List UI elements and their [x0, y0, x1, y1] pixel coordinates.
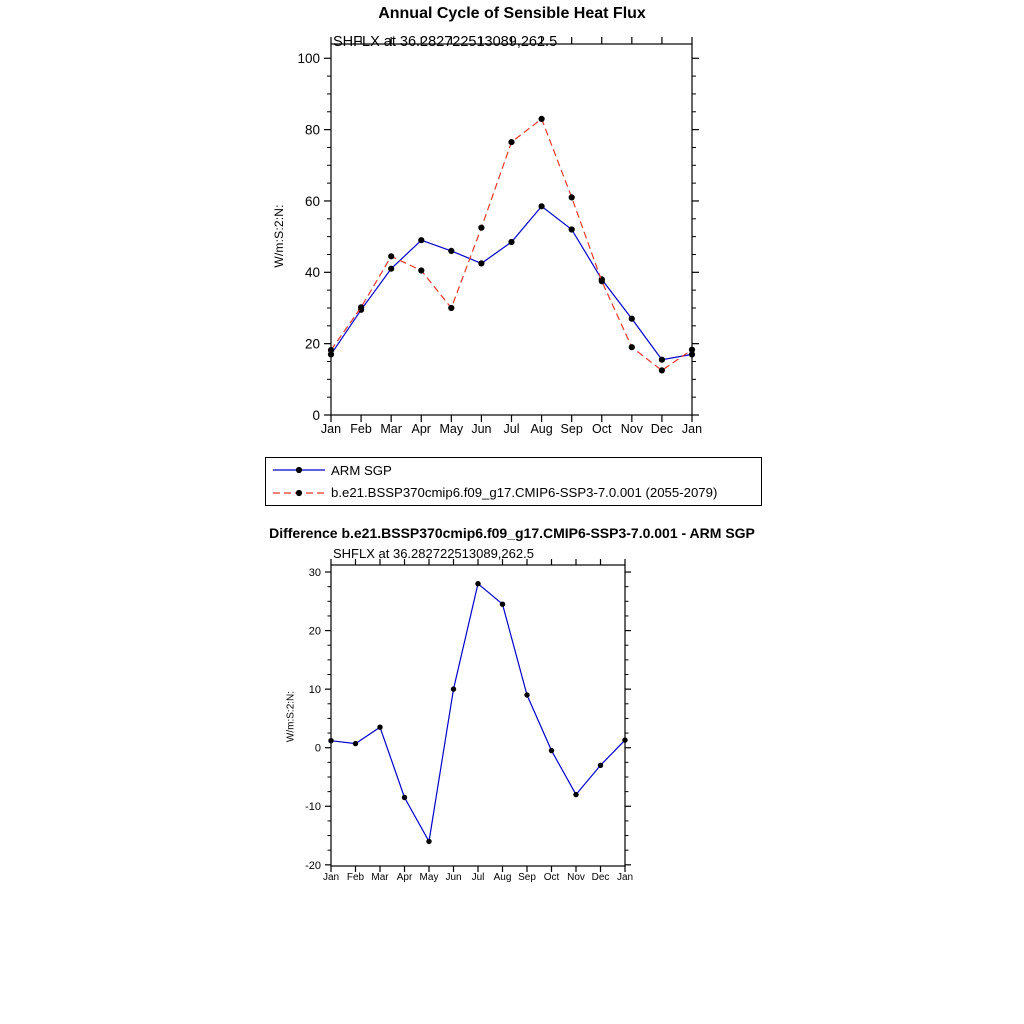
chart1-y-axis-label: W/m:S:2:N: [272, 204, 286, 268]
x-axis-month-label: Jul [503, 422, 520, 436]
legend-label-model: b.e21.BSSP370cmip6.f09_g17.CMIP6-SSP3-7.0.001 (2055-2079) [331, 485, 718, 501]
chart1-title: Annual Cycle of Sensible Heat Flux [378, 5, 646, 22]
data-point-marker [418, 267, 424, 273]
data-point-marker [451, 686, 456, 691]
data-point-marker [358, 304, 364, 310]
series-line-1 [331, 206, 692, 359]
plot-frame [331, 44, 692, 415]
plot-frame [331, 565, 625, 866]
series-line-1 [331, 584, 625, 842]
legend-item-arm-sgp [272, 460, 761, 481]
y-axis-tick-label: 60 [304, 193, 320, 209]
data-point-marker [599, 278, 605, 284]
y-axis-tick-label: 30 [308, 566, 321, 579]
data-point-marker [328, 347, 334, 353]
x-axis-month-label: Mar [371, 872, 389, 883]
data-point-marker [500, 602, 505, 607]
x-axis-month-label: Mar [380, 422, 402, 436]
data-point-marker [508, 139, 514, 145]
data-point-marker [508, 239, 514, 245]
chart2-y-axis-label: W/m:S:2:N: [285, 690, 297, 743]
y-axis-tick-label: 0 [312, 407, 320, 423]
data-point-marker [598, 763, 603, 768]
data-point-marker [539, 203, 545, 209]
data-point-marker [659, 367, 665, 373]
data-point-marker [426, 839, 431, 844]
data-point-marker [388, 253, 394, 259]
x-axis-month-label: Nov [567, 872, 585, 883]
x-axis-month-label: May [419, 872, 439, 883]
data-point-marker [418, 237, 424, 243]
x-axis-month-label: Nov [620, 422, 643, 436]
x-axis-month-label: Feb [346, 872, 365, 883]
x-axis-month-label: Jan [320, 422, 342, 436]
y-axis-tick-label: 80 [304, 122, 320, 138]
chart2-title: Difference b.e21.BSSP370cmip6.f09_g17.CMIP6-SSP3-7.0.001 - ARM SGP [269, 525, 755, 541]
x-axis-month-label: Apr [396, 872, 413, 883]
chart2-subtitle: SHFLX at 36.282722513089,262.5 [333, 546, 534, 561]
data-point-marker [388, 266, 394, 272]
data-point-marker [539, 116, 545, 122]
data-point-marker [569, 226, 575, 232]
x-axis-month-label: Jan [322, 872, 340, 883]
y-axis-tick-label: 0 [314, 742, 321, 755]
x-axis-month-label: Feb [350, 422, 372, 436]
chart-2 [305, 559, 633, 883]
data-point-marker [622, 737, 627, 742]
data-point-marker [448, 248, 454, 254]
data-point-marker [475, 581, 480, 586]
data-point-marker [629, 344, 635, 350]
data-point-marker [328, 738, 333, 743]
legend-item-model [272, 482, 761, 503]
data-point-marker [478, 260, 484, 266]
legend-box [265, 457, 762, 506]
data-point-marker [478, 225, 484, 231]
x-axis-month-label: Dec [650, 422, 674, 436]
y-axis-tick-label: -20 [305, 859, 321, 872]
x-axis-month-label: May [439, 422, 464, 436]
x-axis-month-label: Sep [560, 422, 583, 436]
x-axis-month-label: Aug [493, 872, 512, 883]
data-point-marker [377, 725, 382, 730]
data-point-marker [549, 748, 554, 753]
x-axis-month-label: Oct [543, 872, 560, 883]
x-axis-month-label: Jan [681, 422, 703, 436]
legend-solid-line-sample [272, 464, 326, 476]
x-axis-month-label: Apr [411, 422, 431, 436]
data-point-marker [629, 316, 635, 322]
y-axis-tick-label: 20 [304, 336, 320, 352]
data-point-marker [569, 194, 575, 200]
data-point-marker [659, 357, 665, 363]
legend-label-arm-sgp: ARM SGP [331, 462, 392, 478]
x-axis-month-label: Jun [445, 872, 462, 883]
data-point-marker [353, 741, 358, 746]
x-axis-month-label: Oct [592, 422, 612, 436]
x-axis-month-label: Dec [591, 872, 610, 883]
chart-1 [297, 37, 702, 436]
y-axis-tick-label: 40 [304, 265, 320, 281]
data-point-marker [573, 792, 578, 797]
x-axis-month-label: Jan [616, 872, 634, 883]
data-point-marker [524, 692, 529, 697]
y-axis-tick-label: -10 [305, 801, 321, 814]
legend-dashed-line-sample [272, 487, 326, 499]
data-point-marker [689, 347, 695, 353]
y-axis-tick-label: 10 [308, 684, 321, 697]
x-axis-month-label: Jun [471, 422, 492, 436]
data-point-marker [448, 305, 454, 311]
chart1-subtitle: SHFLX at 36.282722513089,262.5 [333, 34, 558, 50]
x-axis-month-label: Aug [530, 422, 553, 436]
y-axis-tick-label: 100 [297, 51, 320, 67]
y-axis-tick-label: 20 [308, 625, 321, 638]
x-axis-month-label: Jul [471, 872, 485, 883]
x-axis-month-label: Sep [518, 872, 536, 883]
data-point-marker [402, 795, 407, 800]
